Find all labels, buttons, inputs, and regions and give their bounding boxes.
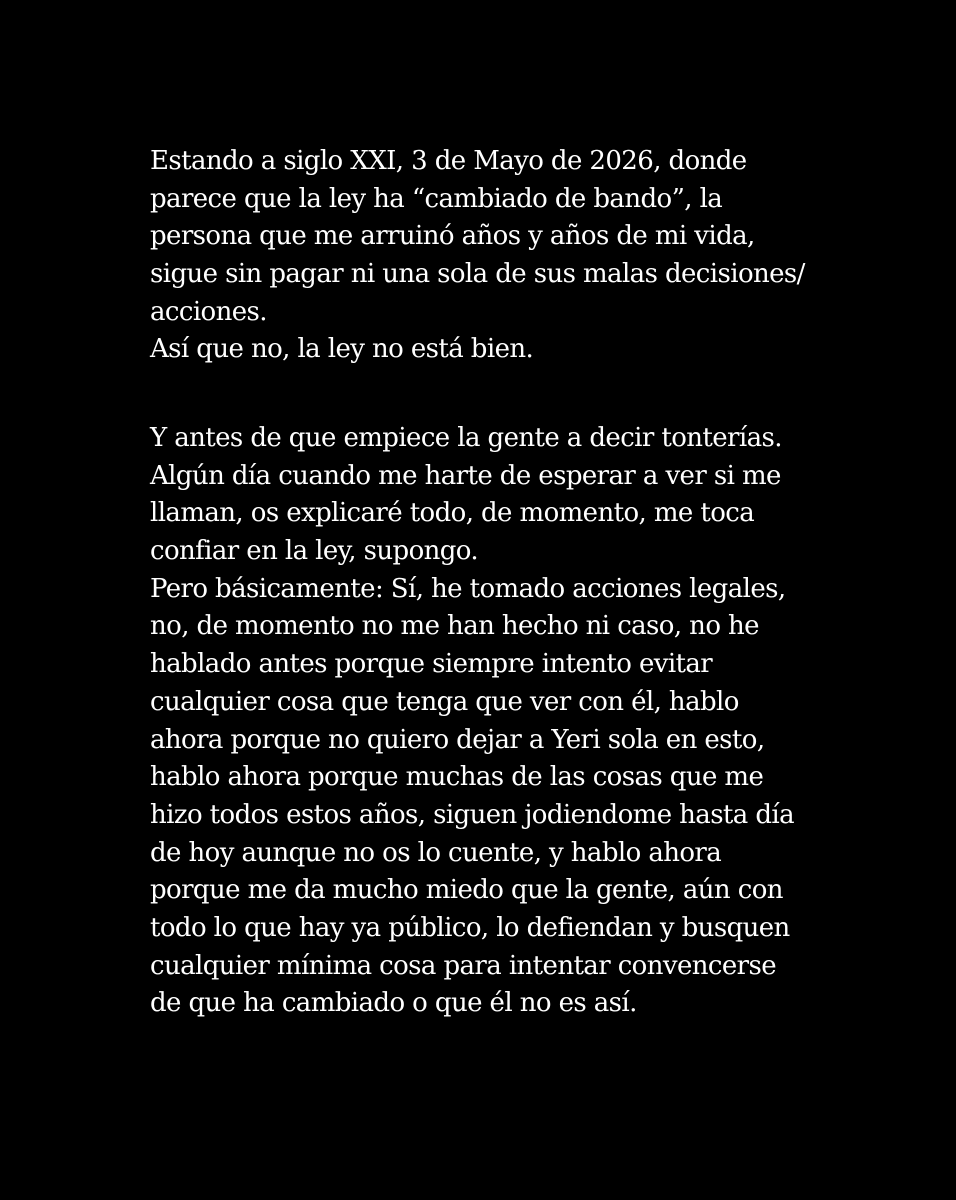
paragraph-2-line: hablado antes porque siempre intento evitar (150, 649, 713, 680)
paragraph-1-line: Estando a siglo XXI, 3 de Mayo de 2026, donde (150, 146, 747, 176)
paragraph-2-line: de hoy aunque no os lo cuente, y hablo ahora (150, 837, 722, 868)
paragraph-2-line: cualquier mínima cosa para intentar convencerse (150, 950, 776, 981)
paragraph-2-line: llaman, os explicaré todo, de momento, me toca (150, 498, 755, 529)
paragraph-2-line: Y antes de que empiece la gente a decir tonterías. (150, 423, 782, 453)
paragraph-2-line: de que ha cambiado o que él no es así. (150, 988, 637, 1019)
paragraph-2-line: hizo todos estos años, siguen jodiendome hasta día (150, 799, 795, 830)
paragraph-1 (150, 143, 870, 369)
paragraph-2-line: no, de momento no me han hecho ni caso, no he (150, 611, 759, 642)
paragraph-2-line: ahora porque no quiero dejar a Yeri sola en esto, (150, 724, 765, 755)
paragraph-2-line: hablo ahora porque muchas de las cosas que me (150, 762, 764, 793)
paragraph-2-line: porque me da mucho miedo que la gente, aún con (150, 875, 783, 906)
paragraph-1-line: parece que la ley ha “cambiado de bando”, la (150, 183, 723, 214)
paragraph-2-line: Algún día cuando me harte de esperar a ver si me (150, 460, 781, 491)
paragraph-2-line: Pero básicamente: Sí, he tomado acciones legales, (150, 573, 786, 604)
paragraph-2-line: cualquier cosa que tenga que ver con él, hablo (150, 686, 739, 717)
paragraph-2-line: confiar en la ley, supongo. (150, 536, 479, 567)
paragraph-1-line: persona que me arruinó años y años de mi vida, (150, 221, 755, 252)
paragraph-1-line: sigue sin pagar ni una sola de sus malas decisiones/ (150, 259, 805, 290)
paragraph-2-line: todo lo que hay ya público, lo defiendan y busquen (150, 912, 790, 943)
paragraph-1-line: acciones. (150, 296, 267, 327)
paragraph-2 (150, 420, 870, 1023)
paragraph-1-line: Así que no, la ley no está bien. (150, 334, 534, 365)
